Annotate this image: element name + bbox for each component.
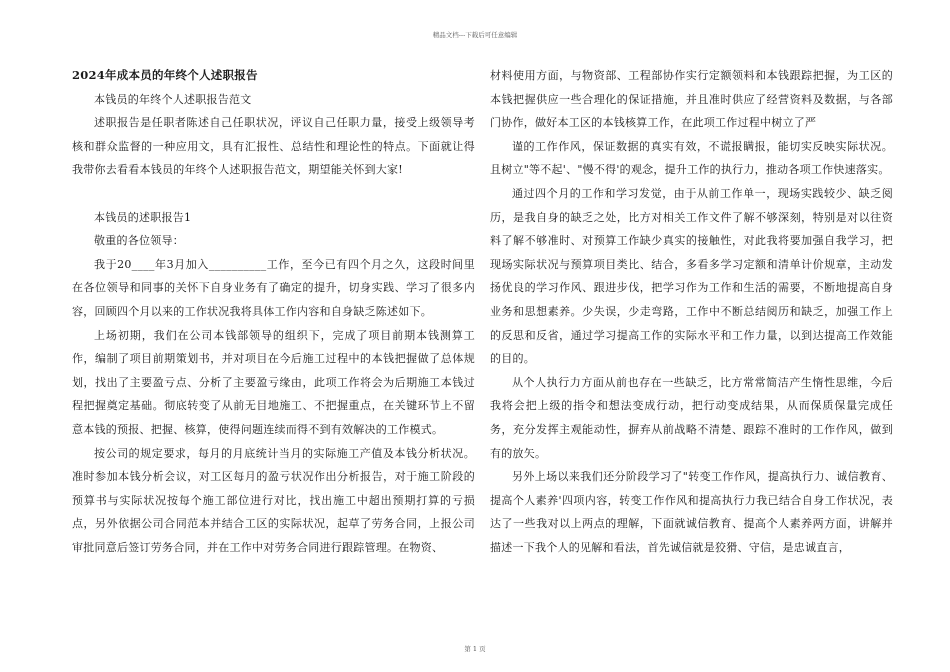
section-heading: 本钱员的述职报告1 [94,210,192,224]
intro-paragraph: 述职报告是任职者陈述自己任职状况，评议自己任职力量，接受上级领导考核和群众监督的一种应用文，具有汇报性、总结性和理论性的特点。下面就让得我带你去看看本钱员的年终个人述职报告范文，期望能关怀到大家! [72,116,475,177]
right-column [490,64,893,559]
body-paragraph-5: 谨的工作作风，保证数据的真实有效，不谎报瞒报，能切实反映实际状况。且树立"等不起'、"慢不得'的观念，提升工作的执行力，推动各项工作快速落实。 [490,139,893,177]
page-number: 第 1 页 [464,645,486,653]
body-paragraph-7: 从个人执行力方面从前也存在一些缺乏，比方常常简洁产生惰性思维，今后我将会把上级的指令和想法变成行动，把行动变成结果，从而保质保量完成任务，充分发挥主观能动性，摒弃从前战略不清楚、跟踪不准时的工作作风，做到有的放矢。 [490,375,893,460]
salutation: 敬重的各位领导： [94,234,184,248]
document-title: 2024年成本员的年终个人述职报告 [72,68,258,82]
body-paragraph-4: 材料使用方面，与物资部、工程部协作实行定额领料和本钱跟踪把握，为工区的本钱把握供应一些合理化的保证措施，并且准时供应了经营资料及数据，与各部门协作，做好本工区的本钱核算工作，在此项工作过程中树立了严 [490,69,893,130]
document-subtitle: 本钱员的年终个人述职报告范文 [94,92,252,106]
left-column [72,64,475,559]
body-paragraph-6: 通过四个月的工作和学习发觉，由于从前工作单一，现场实践较少、缺乏阅历，是我自身的缺乏之处，比方对相关工作文件了解不够深刻，特别是对以往资料了解不够准时、对预算工作缺少真实的接触性，对此我将要加强自我学习，把现场实际状况与预算项目类比、结合，多看多学习定额和清单计价规章，主动发扬优良的学习作风、跟进步伐，把学习作为工作和生活的需要，不断地提高自身业务和思想素养。少失误，少走弯路，工作中不断总结阅历和缺乏，加强工作上的反思和反省，通过学习提高工作的实际水平和工作力量，以到达提高工作效能的目的。 [490,186,893,366]
body-paragraph-8: 另外上场以来我们还分阶段学习了"转变工作作风，提高执行力、诚信教育、提高个人素养'四项内容，转变工作作风和提高执行力我已结合自身工作状况，表达了一些我对以上两点的理解，下面就诚信教育、提高个人素养两方面，讲解并描述一下我个人的见解和看法，首先诚信就是狡猾、守信，是忠诚直言， [490,470,893,554]
body-paragraph-3: 按公司的规定要求，每月的月底统计当月的实际施工产值及本钱分析状况。准时参加本钱分析会议，对工区每月的盈亏状况作出分析报告，对于施工阶段的预算书与实际状况按每个施工部位进行对比，找出施工中超出预期打算的亏损点，另外依据公司合同范本并结合工区的实际状况，起草了劳务合同，上报公司审批同意后签订劳务合同，并在工作中对劳务合同进行跟踪管理。在物资、 [72,446,475,554]
body-paragraph-1: 我于20____年3月加入__________工作，至今已有四个月之久，这段时间里在各位领导和同事的关怀下自身业务有了确定的提升，切身实践、学习了很多内容，回顾四个月以来的工作状况我将具体工作内容和自身缺乏陈述如下。 [72,257,475,318]
body-paragraph-2: 上场初期，我们在公司本钱部领导的组织下，完成了项目前期本钱测算工作，编制了项目前期策划书，并对项目在今后施工过程中的本钱把握做了总体规划，找出了主要盈亏点、分析了主要盈亏缘由，此项工作将会为后期施工本钱过程把握奠定基础。彻底转变了从前无目地施工、不把握重点，在关键环节上不留意本钱的预报、把握、核算，使得问题连续而得不到有效解决的工作模式。 [72,328,475,436]
blank-line [72,182,475,206]
page-header: 精品文档---下载后可任意编辑 [432,31,518,39]
